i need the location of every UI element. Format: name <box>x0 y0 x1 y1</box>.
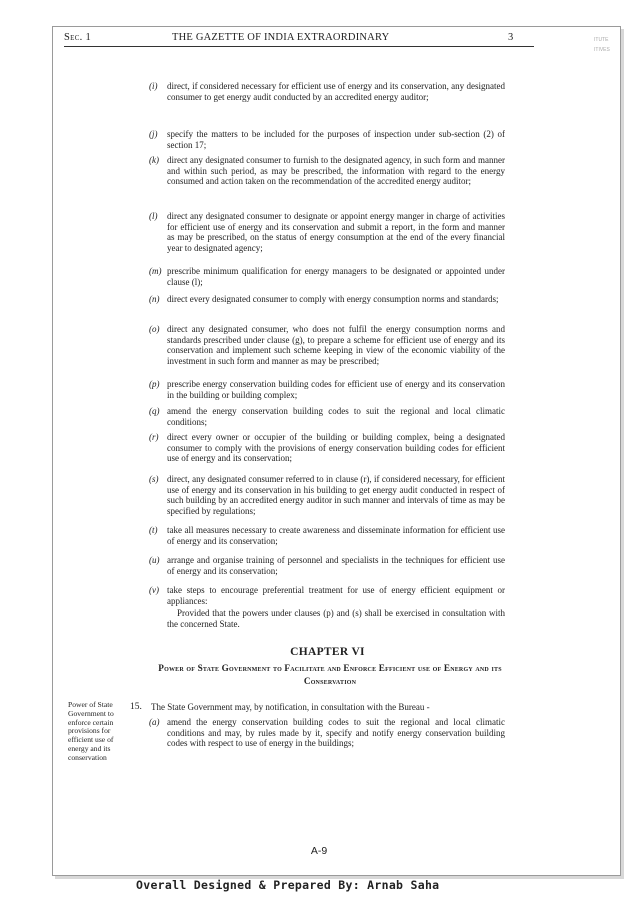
clause-label: (v) <box>149 585 159 595</box>
clause-label: (r) <box>149 432 159 442</box>
section15-clause-a <box>149 717 505 749</box>
clause-r <box>149 432 505 464</box>
side-stamp-line: ITUTE <box>594 37 609 43</box>
clause-label: (t) <box>149 525 158 535</box>
clause-label: (m) <box>149 266 162 276</box>
clause-label: (l) <box>149 211 158 221</box>
clause-text: arrange and organise training of personnel and specialists in the techniques for efficient use of energy and its conservation; <box>167 555 505 576</box>
clause-text: amend the energy conservation building codes to suit the regional and local climatic conditions; <box>167 406 505 427</box>
clause-s <box>149 474 505 516</box>
chapter-number: CHAPTER VI <box>290 646 365 658</box>
clause-i <box>149 81 505 102</box>
clause-label: (i) <box>149 81 158 91</box>
clause-text: specify the matters to be included for the purposes of inspection under sub-section (2) of section 17; <box>167 129 505 150</box>
page-footer-label: A-9 <box>310 845 328 857</box>
clause-text: direct every designated consumer to comply with energy consumption norms and standards; <box>167 294 499 304</box>
clause-j <box>149 129 505 150</box>
clause-text: direct any designated consumer to furnish to the designated agency, in such form and manner and within such period, as may be prescribed, the information with regard to the energy consumed and action taken on the recommendation of the accredited energy auditor; <box>167 155 505 187</box>
section-number: 15. <box>130 702 142 712</box>
section-intro: The State Government may, by notification, in consultation with the Bureau - <box>151 702 430 712</box>
header-rule <box>64 46 534 47</box>
clause-text: direct every owner or occupier of the building or building complex, being a designated consumer to comply with the provisions of energy conservation building codes for efficient use of energy and its conservation; <box>167 432 505 464</box>
page-number: 3 <box>508 32 514 43</box>
clause-l <box>149 211 505 253</box>
clause-label: (s) <box>149 474 159 484</box>
clause-label: (o) <box>149 324 160 334</box>
clause-label: (j) <box>149 129 158 139</box>
clause-p <box>149 379 505 400</box>
clause-v <box>149 585 505 606</box>
clause-text: direct any designated consumer to designate or appoint energy manger in charge of activities for efficient use of energy and its conservation and submit a report, in the form and manner as may be prescribed, on the status of energy consumption at the end of the every financial year to designated agency; <box>167 211 505 253</box>
clause-text: take steps to encourage preferential treatment for use of energy efficient equipment or appliances: <box>167 585 505 606</box>
clause-label: (u) <box>149 555 160 565</box>
clause-m <box>149 266 505 287</box>
clause-text: prescribe energy conservation building codes for efficient use of energy and its conservation in the building or building complex; <box>167 379 505 400</box>
clause-k <box>149 155 505 187</box>
margin-note: Power of State Government to enforce certain provisions for efficient use of energy and its conservation <box>68 700 114 762</box>
clause-n <box>149 294 505 305</box>
clause-text: direct, any designated consumer referred to in clause (r), if considered necessary, for efficient use of energy and its conservation in his building to get energy audit conducted in respect of such building by an accredited energy auditor in such manner and intervals of time as may be specified by regulations; <box>167 474 505 516</box>
clause-label: (n) <box>149 294 160 304</box>
credit-line: Overall Designed & Prepared By: Arnab Saha <box>136 878 440 892</box>
clause-text: direct any designated consumer, who does not fulfil the energy consumption norms and standards prescribed under clause (g), to prepare a scheme for efficient use of energy and its conservation and implement such scheme keeping in view of the economic viability of the investment in such form and manner as may be prescribed; <box>167 324 505 366</box>
proviso: Provided that the powers under clauses (p) and (s) shall be exercised in consultation with the concerned State. <box>167 608 505 629</box>
clause-label: (a) <box>149 717 160 727</box>
clause-label: (q) <box>149 406 160 416</box>
clause-label: (p) <box>149 379 160 389</box>
clause-label: (k) <box>149 155 159 165</box>
clause-text: amend the energy conservation building codes to suit the regional and local climatic conditions and may, by rules made by it, specify and notify energy conservation building codes with respect to use of energy in the buildings; <box>167 717 505 749</box>
chapter-title: Power of State Government to Facilitate and Enforce Efficient use of Energy and its Conservation <box>158 663 502 686</box>
clause-t <box>149 525 505 546</box>
clause-q <box>149 406 505 427</box>
clause-o <box>149 324 505 366</box>
section-label: Sec. 1 <box>64 32 92 43</box>
clause-text: prescribe minimum qualification for energy managers to be designated or appointed under clause (l); <box>167 266 505 287</box>
clause-u <box>149 555 505 576</box>
clause-text: direct, if considered necessary for efficient use of energy and its conservation, any designated consumer to get energy audit conducted by an accredited energy auditor; <box>167 81 505 102</box>
gazette-title: THE GAZETTE OF INDIA EXTRAORDINARY <box>172 32 390 43</box>
side-stamp <box>594 36 618 55</box>
side-stamp-line: ITIVES <box>594 46 610 53</box>
clause-text: take all measures necessary to create awareness and disseminate information for efficient use of energy and its conservation; <box>167 525 505 546</box>
